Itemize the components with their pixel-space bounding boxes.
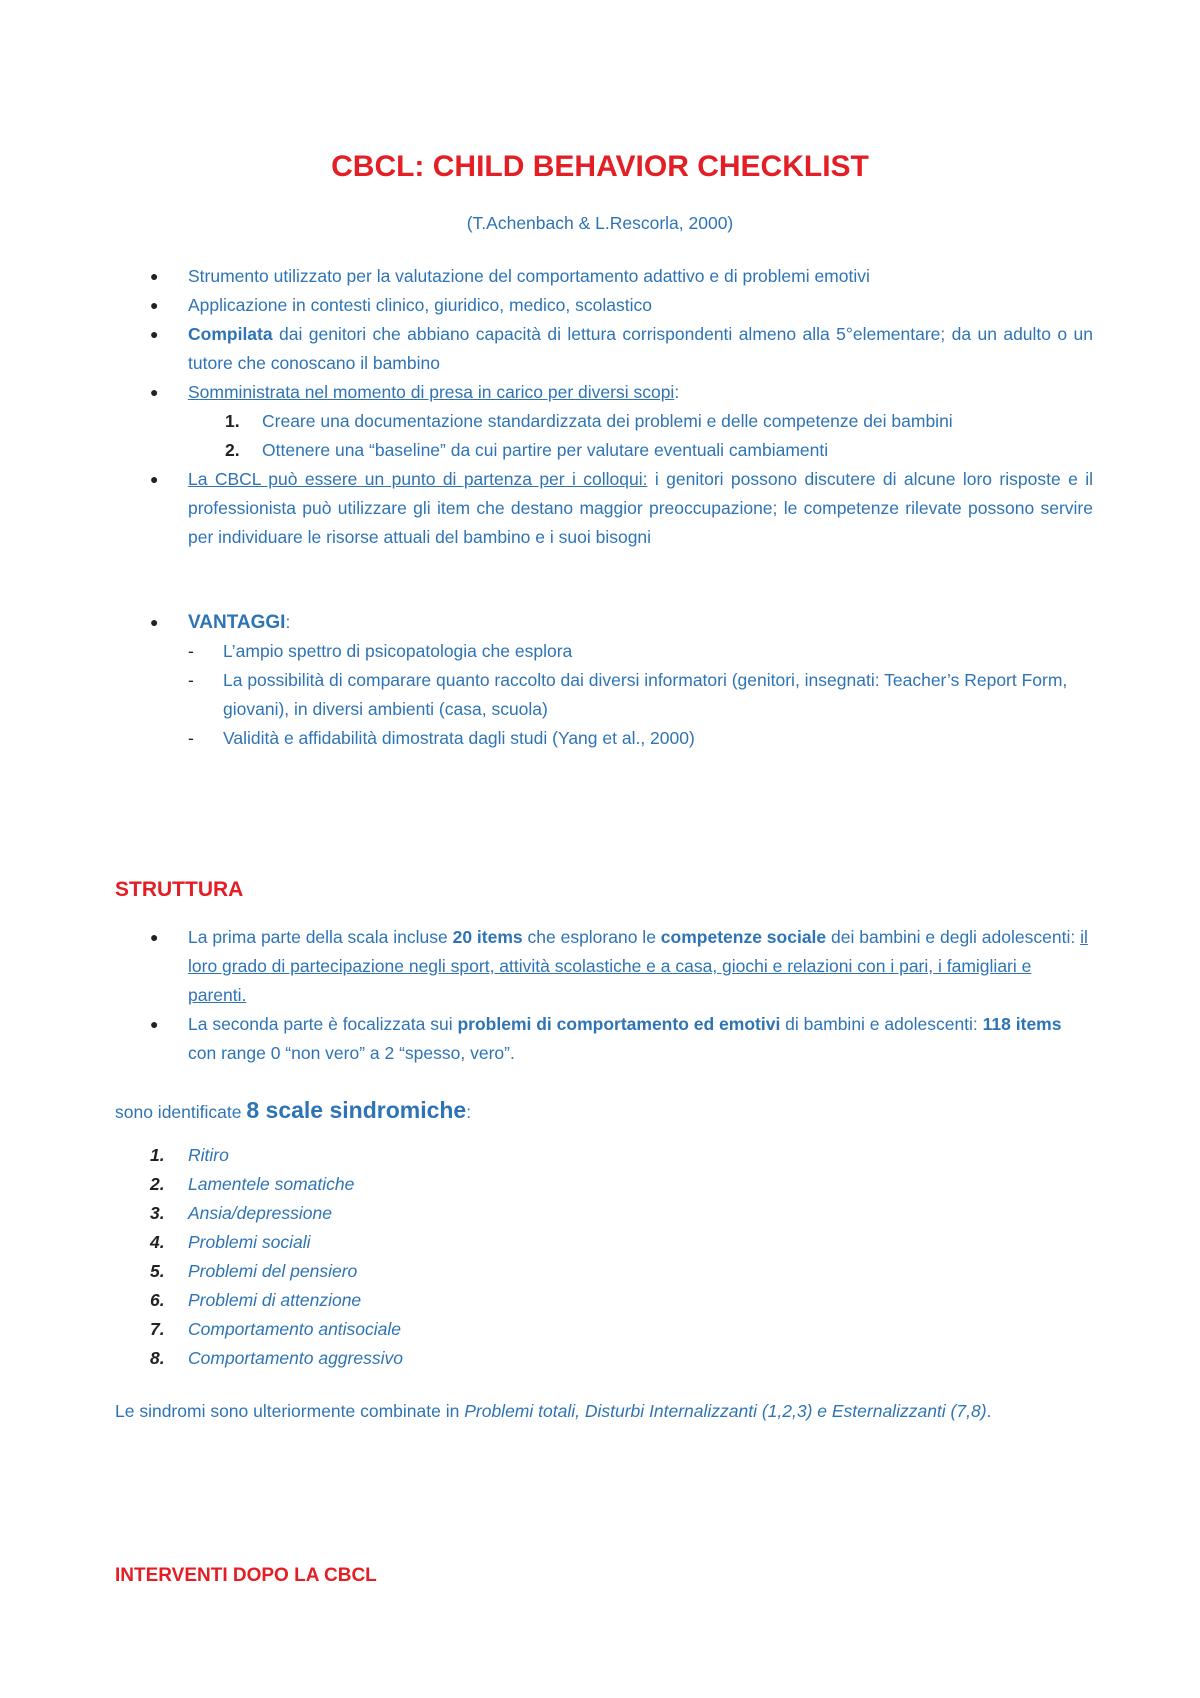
list-item: 8. Comportamento aggressivo: [150, 1348, 403, 1368]
bullet-icon: ●: [150, 384, 159, 400]
bullet-icon: ●: [150, 1016, 159, 1032]
bullet-icon: ●: [150, 326, 159, 342]
list-item: 1. Ritiro: [150, 1145, 229, 1165]
list-item: ● Applicazione in contesti clinico, giuridico, medico, scolastico: [0, 291, 1200, 320]
sub-list-item: 2. Ottenere una “baseline” da cui partire per valutare eventuali cambiamenti: [225, 440, 829, 460]
sub-list-item: 1. Creare una documentazione standardizzata dei problemi e delle competenze dei bambini: [225, 411, 953, 431]
list-item: ● La seconda parte è focalizzata sui problemi di comportamento ed emotivi di bambini e adolescenti: 118 items con range 0 “non vero” a 2 “spesso, vero”.: [0, 1010, 1200, 1068]
dash-list-item: - Validità e affidabilità dimostrata dagli studi (Yang et al., 2000): [188, 728, 695, 748]
document-subtitle: (T.Achenbach & L.Rescorla, 2000): [466, 213, 734, 233]
list-item: 3. Ansia/depressione: [150, 1203, 332, 1223]
list-item: ● Somministrata nel momento di presa in carico per diversi scopi:: [0, 378, 1200, 407]
syndrome-scales-list: [0, 1141, 1200, 1373]
list-item: 6. Problemi di attenzione: [150, 1290, 362, 1310]
bullet-icon: ●: [150, 268, 159, 284]
vantaggi-heading: VANTAGGI: [188, 612, 286, 633]
list-item: 4. Problemi sociali: [150, 1232, 311, 1252]
bullet-icon: ●: [150, 929, 159, 945]
bullet-icon: ●: [150, 297, 159, 313]
list-item: ● Compilata dai genitori che abbiano capacità di lettura corrispondenti almeno alla 5°elementare; da un adulto o un tutore che conoscano il bambino: [0, 320, 1200, 378]
interventi-heading: INTERVENTI DOPO LA CBCL: [115, 1565, 377, 1586]
list-item: 2. Lamentele somatiche: [150, 1174, 355, 1194]
bullet-icon: ●: [150, 471, 159, 487]
list-item: ● La CBCL può essere un punto di partenza per i colloqui: i genitori possono discutere di alcune loro risposte e il professionista può utilizzare gli item che destano maggior preoccupazione; le competenze rilevate possono servire per individuare le risorse attuali del bambino e i suoi bisogni: [0, 465, 1200, 552]
document-title: CBCL: CHILD BEHAVIOR CHECKLIST: [331, 150, 869, 183]
struttura-bullet-list: [0, 923, 1200, 1068]
list-item: 5. Problemi del pensiero: [150, 1261, 358, 1281]
struttura-heading: STRUTTURA: [115, 878, 244, 901]
intro-bullet-list: [0, 262, 1200, 552]
bullet-icon: ●: [150, 614, 159, 630]
syndromes-closing-paragraph: Le sindromi sono ulteriormente combinate in Problemi totali, Disturbi Internalizzanti (1,2,3) e Esternalizzanti (7,8).: [115, 1401, 992, 1421]
list-item: ● La prima parte della scala incluse 20 items che esplorano le competenze sociale dei bambini e degli adolescenti: il loro grado di partecipazione negli sport, attività scolastiche e a casa, giochi e relazioni con i pari, i famigliari e parenti.: [0, 923, 1200, 1010]
scales-intro: sono identificate 8 scale sindromiche:: [115, 1097, 472, 1123]
list-item: 7. Comportamento antisociale: [150, 1319, 402, 1339]
list-item: ● VANTAGGI:: [0, 608, 1200, 637]
vantaggi-section: [0, 608, 1200, 753]
list-item: ● Strumento utilizzato per la valutazione del comportamento adattivo e di problemi emotivi: [0, 262, 1200, 291]
dash-list-item: - L’ampio spettro di psicopatologia che esplora: [188, 641, 573, 661]
dash-list-item: - La possibilità di comparare quanto raccolto dai diversi informatori (genitori, insegnati: Teacher’s Report Form, giovani), in diversi ambienti (casa, scuola): [188, 670, 1068, 719]
